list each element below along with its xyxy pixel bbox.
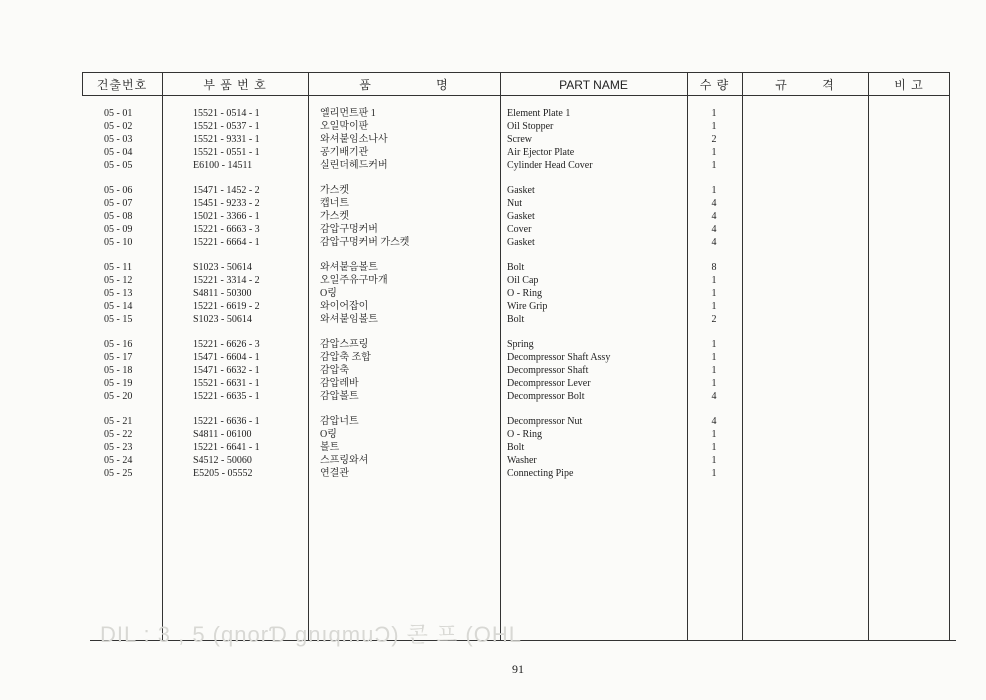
korean-name: 스프링와셔 [320, 454, 369, 466]
part-name: Cylinder Head Cover [507, 159, 593, 171]
quantity: 8 [711, 262, 717, 273]
korean-name: 와이어잡이 [320, 300, 369, 312]
page-number: 91 [512, 662, 524, 676]
item-number: 05 - 18 [104, 364, 133, 376]
part-number: 15221 - 3314 - 2 [193, 274, 260, 286]
quantity: 1 [711, 159, 717, 171]
part-number: 15471 - 6604 - 1 [193, 351, 260, 363]
part-name: Connecting Pipe [507, 467, 574, 479]
quantity: 1 [711, 428, 717, 440]
part-number: 15521 - 0551 - 1 [193, 146, 260, 158]
header-remarks: 비 고 [894, 78, 924, 92]
part-name: Oil Stopper [507, 120, 554, 132]
item-number: 05 - 19 [104, 377, 133, 389]
korean-name: 감압구멍커버 가스켓 [320, 236, 410, 248]
part-name: Gasket [507, 185, 535, 196]
item-number: 05 - 05 [104, 159, 133, 171]
korean-name: 볼트 [320, 441, 340, 453]
quantity: 1 [711, 300, 717, 312]
korean-name: O링 [320, 287, 337, 299]
column-divider [868, 72, 869, 640]
quantity: 2 [711, 133, 717, 145]
part-number: 15221 - 6626 - 3 [193, 339, 260, 350]
part-name: Decompressor Nut [507, 416, 583, 427]
item-number: 05 - 01 [104, 108, 133, 119]
part-name: Air Ejector Plate [507, 146, 575, 158]
part-name: Spring [507, 339, 534, 350]
korean-name: 감압레바 [320, 377, 359, 389]
quantity: 4 [711, 236, 717, 248]
part-name: Screw [507, 133, 532, 145]
column-divider [949, 72, 950, 640]
korean-name: 감압볼트 [320, 390, 359, 402]
quantity: 1 [711, 287, 717, 299]
korean-name: 실린더헤드커버 [320, 159, 388, 171]
quantity: 1 [711, 364, 717, 376]
quantity: 1 [711, 108, 717, 119]
korean-name: 가스켓 [320, 210, 349, 222]
part-number: 15021 - 3366 - 1 [193, 210, 260, 222]
korean-name: 감압축 [320, 364, 349, 376]
korean-name: 공기배기관 [320, 146, 369, 158]
part-name: Decompressor Lever [507, 377, 591, 389]
item-number: 05 - 12 [104, 274, 133, 286]
column-divider [742, 72, 743, 640]
quantity: 1 [711, 454, 717, 466]
item-number: 05 - 16 [104, 339, 133, 350]
part-name: Decompressor Shaft Assy [507, 351, 611, 363]
quantity: 1 [711, 441, 717, 453]
quantity: 4 [711, 197, 717, 209]
korean-name: O링 [320, 428, 337, 440]
header-bottom-rule [82, 95, 950, 96]
header-quantity: 수 량 [699, 78, 730, 92]
part-name: Decompressor Shaft [507, 364, 589, 376]
korean-name: 오일막이판 [320, 120, 369, 132]
korean-name: 가스켓 [320, 185, 349, 196]
part-number: 15221 - 6619 - 2 [193, 300, 260, 312]
part-number: 15221 - 6664 - 1 [193, 236, 260, 248]
korean-name: 감압스프링 [320, 339, 369, 350]
item-number: 05 - 24 [104, 454, 133, 466]
quantity: 1 [711, 146, 717, 158]
part-name: Decompressor Bolt [507, 390, 585, 402]
quantity: 2 [711, 313, 717, 325]
part-number: S4811 - 50300 [193, 287, 252, 299]
part-number: E6100 - 14511 [193, 159, 253, 171]
quantity: 4 [711, 390, 717, 402]
item-number: 05 - 14 [104, 300, 133, 312]
quantity: 1 [711, 120, 717, 132]
korean-name: 와셔붙임볼트 [320, 313, 378, 325]
part-name: Washer [507, 454, 537, 466]
part-name: Gasket [507, 210, 535, 222]
item-number: 05 - 04 [104, 146, 133, 158]
part-name: O - Ring [507, 287, 542, 299]
quantity: 4 [711, 223, 717, 235]
part-name: Bolt [507, 262, 525, 273]
quantity: 4 [711, 210, 717, 222]
header-part-number: 부 품 번 호 [203, 78, 267, 92]
part-number: S1023 - 50614 [193, 262, 252, 273]
part-number: 15221 - 6663 - 3 [193, 223, 260, 235]
part-number: S4811 - 06100 [193, 428, 252, 440]
part-number: E5205 - 05552 [193, 467, 253, 479]
quantity: 1 [711, 377, 717, 389]
part-number: 15221 - 6641 - 1 [193, 441, 260, 453]
part-name: Bolt [507, 313, 525, 325]
item-number: 05 - 21 [104, 416, 133, 427]
item-number: 05 - 17 [104, 351, 133, 363]
part-name: Element Plate 1 [507, 108, 571, 119]
part-number: 15521 - 0514 - 1 [193, 108, 260, 119]
item-number: 05 - 03 [104, 133, 133, 145]
background-ghost-text: DIL : 3 , 5 (qnorƊ ɡnıqmuƆ) 콘 프 (OHL [100, 622, 522, 647]
part-number: S4512 - 50060 [193, 454, 252, 466]
header-no: 건출번호 [96, 78, 148, 92]
item-number: 05 - 20 [104, 390, 133, 402]
table-top-rule [82, 72, 950, 73]
item-number: 05 - 22 [104, 428, 133, 440]
part-number: 15521 - 9331 - 1 [193, 133, 260, 145]
korean-name: 엘리먼트판 1 [320, 108, 376, 119]
item-number: 05 - 07 [104, 197, 133, 209]
header-korean-name: 품 명 [359, 78, 449, 92]
korean-name: 감압너트 [320, 416, 359, 427]
korean-name: 캡너트 [320, 197, 349, 209]
column-divider [500, 72, 501, 640]
quantity: 1 [711, 274, 717, 286]
part-number: 15451 - 9233 - 2 [193, 197, 260, 209]
part-number: 15221 - 6635 - 1 [193, 390, 260, 402]
quantity: 1 [711, 185, 717, 196]
header-specification: 규 격 [775, 78, 835, 92]
item-number: 05 - 06 [104, 185, 133, 196]
item-number: 05 - 15 [104, 313, 133, 325]
part-name: Nut [507, 197, 522, 209]
korean-name: 와셔붙임소나사 [320, 133, 388, 145]
part-name: Gasket [507, 236, 535, 248]
item-number: 05 - 08 [104, 210, 133, 222]
korean-name: 감압구멍커버 [320, 223, 378, 235]
korean-name: 연결관 [320, 467, 349, 479]
korean-name: 오일주유구마개 [320, 274, 388, 286]
quantity: 1 [711, 467, 717, 479]
part-number: 15521 - 0537 - 1 [193, 120, 260, 132]
item-number: 05 - 11 [104, 262, 132, 273]
column-divider [82, 72, 83, 96]
item-number: 05 - 02 [104, 120, 133, 132]
part-number: S1023 - 50614 [193, 313, 252, 325]
quantity: 1 [711, 351, 717, 363]
quantity: 4 [711, 416, 717, 427]
part-name: Wire Grip [507, 300, 548, 312]
part-number: 15471 - 1452 - 2 [193, 185, 260, 196]
item-number: 05 - 09 [104, 223, 133, 235]
part-number: 15521 - 6631 - 1 [193, 377, 260, 389]
part-name: Bolt [507, 441, 525, 453]
column-divider [687, 72, 688, 640]
part-name: Oil Cap [507, 274, 539, 286]
column-divider [162, 72, 163, 640]
part-name: O - Ring [507, 428, 542, 440]
part-name: Cover [507, 223, 532, 235]
column-divider [308, 72, 309, 640]
item-number: 05 - 13 [104, 287, 133, 299]
korean-name: 감압축 조합 [320, 351, 371, 363]
part-number: 15471 - 6632 - 1 [193, 364, 260, 376]
item-number: 05 - 23 [104, 441, 133, 453]
korean-name: 와셔붙음볼트 [320, 262, 378, 273]
part-number: 15221 - 6636 - 1 [193, 416, 260, 427]
item-number: 05 - 10 [104, 236, 133, 248]
quantity: 1 [711, 339, 717, 350]
header-part-name: PART NAME [559, 78, 628, 92]
item-number: 05 - 25 [104, 467, 133, 479]
